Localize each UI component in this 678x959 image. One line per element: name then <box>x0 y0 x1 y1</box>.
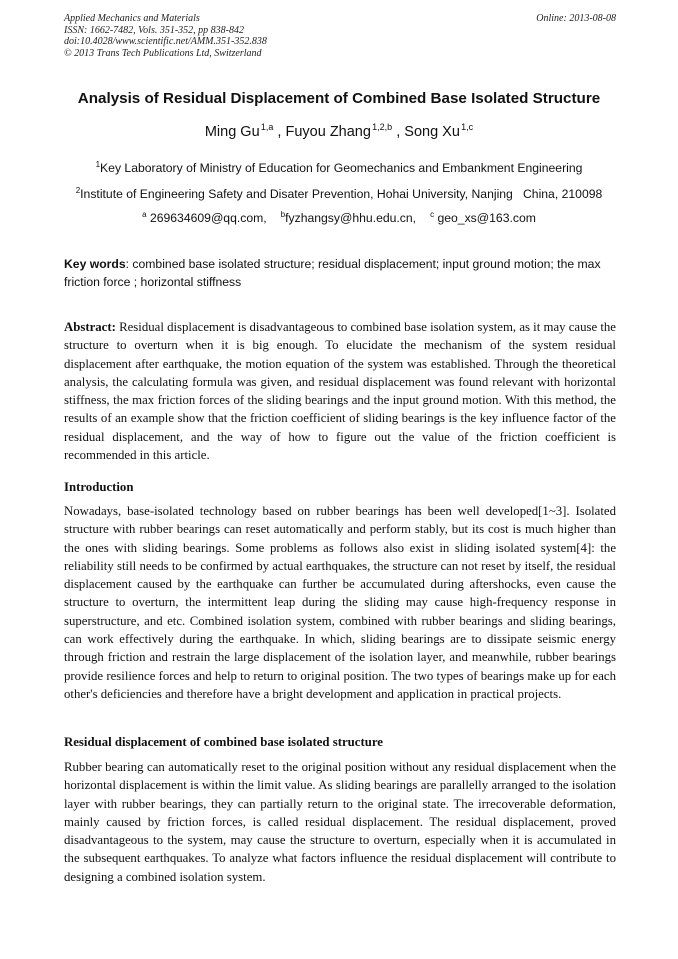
email-address: 269634609@qq.com, <box>149 211 267 225</box>
abstract-label: Abstract: <box>64 320 116 334</box>
author-list: Ming Gu $^{1,a}$ , Fuyou Zhang $^{1,2,b}$ , Song Xu $^{1,c}$ <box>204 122 474 140</box>
affiliation-mark: 1 <box>95 160 101 169</box>
journal-name: Applied Mechanics and Materials <box>64 13 200 24</box>
doi-line: doi:10.4028/www.scientific.net/AMM.351-352.838 <box>64 36 267 47</box>
abstract-text: Residual displacement is disadvantageous to combined base isolation system, as it may cause the structure to overturn when it is big enough. To elucidate the mechanism of the system residual displacement after earthquake, the motion equation of the system was established. Through the theoretical analysis, the calculating formula was given, and residual displacement was found relevant with horizontal stiffness, the max friction forces of the sliding bearings and the input ground motion. With this method, the results of an example show that the friction coefficient of sliding bearings is the key influence factor of the residual displacement, and the way of how to figure out the value of the friction coefficient is recommended in this article. <box>64 320 616 463</box>
email-address: fyzhangsy@hhu.edu.cn, <box>285 211 417 225</box>
author-name: Song Xu <box>404 124 460 140</box>
keywords-label: Key words <box>64 257 126 271</box>
email-address: geo_xs@163.com <box>437 211 536 225</box>
email-mark: a <box>142 210 147 219</box>
affiliation-text: Institute of Engineering Safety and Disater Prevention, Hohai University, Nanjing China, 210098 <box>80 187 603 201</box>
author-affiliation-mark: 1,c <box>461 122 474 132</box>
affiliation <box>0 186 678 201</box>
email-list <box>0 210 678 225</box>
author-affiliation-mark: 1,2,b <box>372 122 393 132</box>
email-mark: b <box>280 210 286 219</box>
keywords-text: : combined base isolated structure; residual displacement; input ground motion; the max friction force ; horizontal stiffness <box>64 257 601 289</box>
section-paragraph: Nowadays, base-isolated technology based on rubber bearings has been well developed[1~3]. Isolated structure with rubber bearings can reset automatically and perform stably, but its cost is much higher than the ones with sliding bearings. Some problems as follows also exist in sliding isolated system[4]: the reliability still needs to be confirmed by actual earthquakes, the structure can not reset by itself, the residual displacement caused by the earthquake can further be accumulated during aftershocks, even cause the structure to overturn, the intermittent leap during the sliding may cause high-frequency response in superstructure, and etc. Combined isolation system, combined with rubber bearings and sliding bearings, can work effectively during the earthquake. In which, sliding bearings are to dissipate seismic energy through friction and restrain the large displacement of the isolation layer, and meanwhile, rubber bearings provide resilience forces and help to return to original position. The two types of bearings make up for each other's deficiencies and therefore have a bright development and application in practical projects. <box>64 504 616 701</box>
section-heading: Introduction <box>64 480 134 494</box>
paper-title: Analysis of Residual Displacement of Combined Base Isolated Structure <box>77 90 601 107</box>
section-heading: Residual displacement of combined base isolated structure <box>64 735 383 749</box>
affiliation-mark: 2 <box>75 186 81 195</box>
section-paragraph: Rubber bearing can automatically reset to the original position without any residual displacement when the horizontal displacement is within the limit value. As sliding bearings are parallelly arranged to the isolation layer with rubber bearings, they can partially return to the original state. The irrecoverable deformation, mainly caused by friction forces, is called residual displacement. The residual displacement, proved disadvantageous to the system, may cause the structure to overturn, especially when it is accumulated in the subsequent earthquakes. To analyze what factors influence the residual displacement will contribute to designing a combined isolation system. <box>64 760 616 884</box>
author-affiliation-mark: 1,a <box>260 122 274 132</box>
keywords <box>64 255 616 291</box>
copyright-line: © 2013 Trans Tech Publications Ltd, Switzerland <box>64 47 262 59</box>
abstract <box>64 318 616 464</box>
author-name: Fuyou Zhang <box>285 124 371 140</box>
online-date: Online: 2013-08-08 <box>536 13 616 24</box>
email-mark: c <box>430 210 435 219</box>
issn-line: ISSN: 1662-7482, Vols. 351-352, pp 838-842 <box>64 24 244 36</box>
journal-header <box>64 13 616 59</box>
affiliation-text: Key Laboratory of Ministry of Education for Geomechanics and Embankment Engineering <box>100 161 583 175</box>
affiliation <box>0 160 678 175</box>
author-name: Ming Gu <box>204 124 260 140</box>
